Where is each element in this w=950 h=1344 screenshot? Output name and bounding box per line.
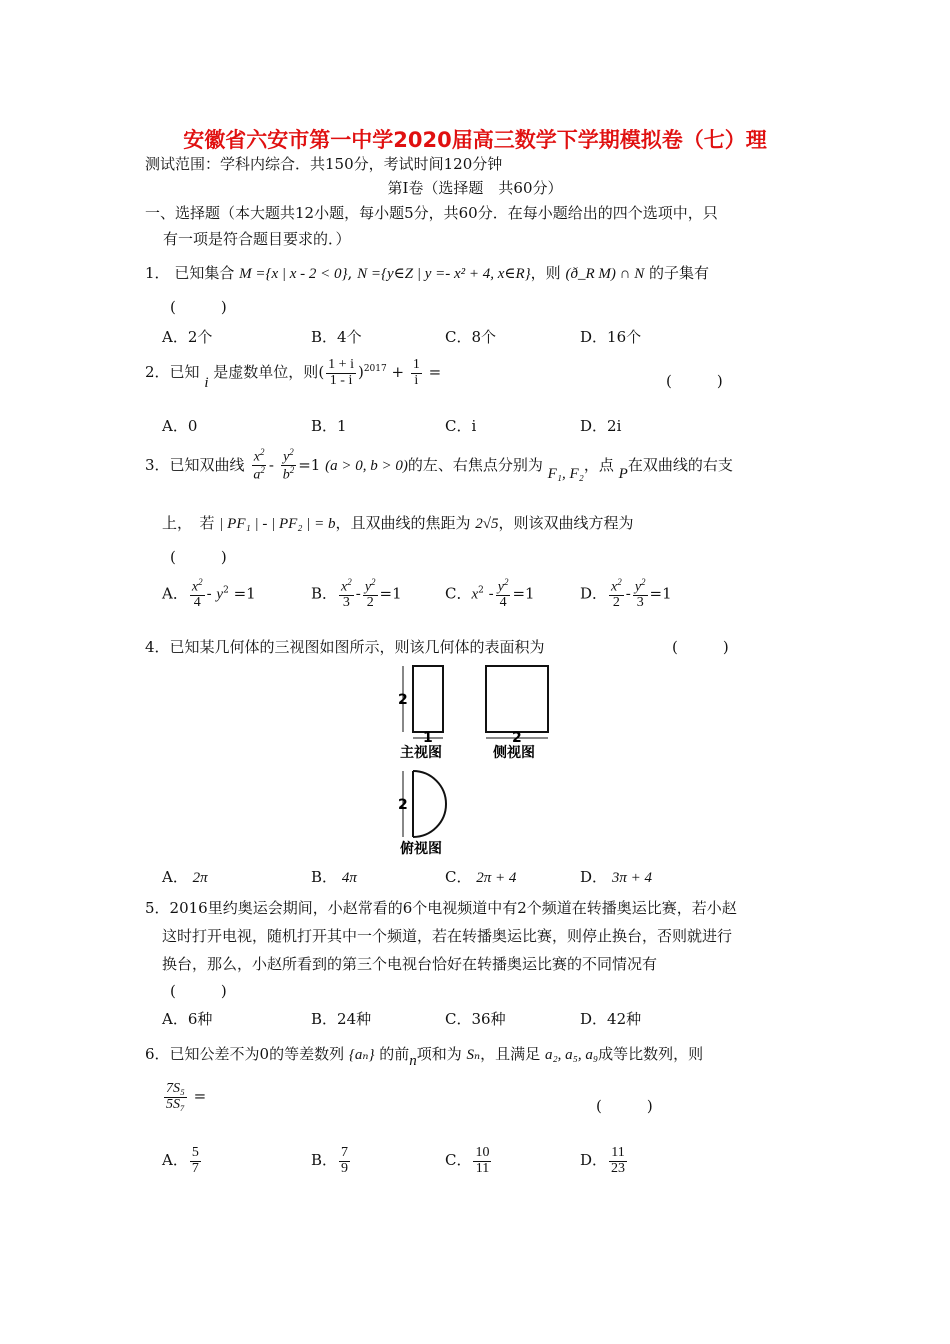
option-d: D． $\frac{x^2}{2}$ - $\frac{y^2}{3}$ =1 bbox=[580, 577, 672, 611]
question-text: 的子集有 bbox=[649, 264, 710, 282]
option-c: C． $\frac{10}{11}$ bbox=[445, 1145, 490, 1176]
option-c: C． 2π + 4 bbox=[445, 868, 517, 886]
question-5 bbox=[145, 897, 737, 918]
front-view-rect bbox=[413, 666, 443, 732]
point-p: P bbox=[618, 465, 628, 482]
side-view-label: 侧视图 bbox=[493, 745, 535, 761]
exponent: 2017 bbox=[363, 364, 387, 375]
set-m: M ={x | x - 2 < 0} bbox=[239, 266, 348, 282]
sequence: {aₙ} bbox=[348, 1047, 375, 1063]
exam-scope: 测试范围：学科内综合．共150分，考试时间120分钟 bbox=[145, 155, 503, 173]
question-4 bbox=[145, 636, 545, 657]
question-6 bbox=[145, 1043, 704, 1069]
section-desc-line1: 一、选择题（本大题共12小题，每小题5分，共60分．在每小题给出的四个选项中，只 bbox=[145, 204, 718, 222]
question-text: ，且满足 bbox=[480, 1045, 541, 1063]
front-width-label: 1 bbox=[423, 730, 433, 746]
question-6-ratio bbox=[162, 1082, 206, 1112]
fraction: $\frac{x^2}{a^2}$ bbox=[253, 447, 265, 483]
question-text: 已知公差不为0的等差数列 bbox=[169, 1045, 345, 1063]
imaginary-unit: i bbox=[204, 375, 209, 392]
option-a: A． 2π bbox=[162, 868, 208, 886]
focal-distance: 2√5 bbox=[475, 516, 499, 532]
question-5-line2: 这时打开电视，随机打开其中一个频道，若在转播奥运比赛，则停止换台，否则就进行 bbox=[162, 927, 733, 945]
side-view-rect bbox=[486, 666, 548, 732]
question-number: 6． bbox=[145, 1045, 170, 1063]
answer-blank: ( ) bbox=[170, 548, 227, 566]
fraction: $\frac{1}{i}$ bbox=[412, 357, 420, 388]
option-b: B． 4π bbox=[311, 868, 357, 886]
top-view-label: 俯视图 bbox=[400, 841, 442, 857]
option-d: D． $\frac{11}{23}$ bbox=[580, 1145, 626, 1176]
operator: + bbox=[391, 363, 405, 382]
option-a: A．2个 bbox=[162, 328, 213, 346]
option-b: B．1 bbox=[311, 417, 347, 435]
question-text: 成等比数列，则 bbox=[598, 1045, 704, 1063]
question-text: 已知集合 bbox=[174, 264, 235, 282]
terms: a₂, a₅, a₉ bbox=[544, 1047, 599, 1063]
option-c: C．$x^2$ - $\frac{y^2}{4}$ =1 bbox=[445, 577, 535, 611]
option-d: D．2i bbox=[580, 417, 622, 435]
math-expression: | PF₁ | - | PF₂ | = b bbox=[219, 516, 336, 532]
answer-blank: ( ) bbox=[170, 298, 227, 316]
fraction: $\frac{1 + i}{1 - i}$ bbox=[328, 357, 354, 388]
option-a: A．6种 bbox=[162, 1010, 213, 1028]
question-number: 2． bbox=[145, 363, 170, 382]
side-width-label: 2 bbox=[512, 730, 522, 746]
answer-blank: ( ) bbox=[672, 638, 729, 656]
option-c: C．36种 bbox=[445, 1010, 506, 1028]
question-1: 1． 已知集合 M ={x | x - 2 < 0}, N ={y∈Z | y =- x² + 4, x∈R}，则 (ð_R M) ∩ N 的子集有 bbox=[145, 264, 710, 282]
question-text: 已知 bbox=[169, 363, 200, 382]
front-view-label: 主视图 bbox=[400, 745, 442, 761]
question-number: 1． bbox=[145, 264, 170, 282]
sum-symbol: Sₙ bbox=[466, 1047, 481, 1063]
question-3-line2 bbox=[162, 512, 634, 533]
question-text: ，点 bbox=[583, 455, 614, 474]
top-height-label: 2 bbox=[398, 797, 408, 813]
section-desc-line2: 有一项是符合题目要求的．） bbox=[163, 230, 351, 248]
option-a: A． $\frac{x^2}{4}$ - $y^2 =1$ bbox=[162, 577, 256, 611]
question-text: ，且双曲线的焦距为 bbox=[335, 514, 471, 532]
fraction: $\frac{\text{7S₅}}{\text{5S₇}}$ bbox=[166, 1081, 185, 1112]
question-text: 已知双曲线 bbox=[169, 455, 245, 474]
option-b: B． $\frac{x^2}{3}$ - $\frac{y^2}{2}$ =1 bbox=[311, 577, 402, 611]
option-d: D． 3π + 4 bbox=[580, 868, 652, 886]
question-number: 4． bbox=[145, 638, 170, 656]
option-a: A．0 bbox=[162, 417, 198, 435]
question-text: 上， 若 bbox=[162, 514, 215, 532]
n-symbol: n bbox=[409, 1053, 417, 1069]
fraction: $\frac{y^2}{b^2}$ bbox=[282, 447, 295, 483]
answer-blank: ( ) bbox=[170, 982, 227, 1000]
top-view-arc bbox=[413, 771, 446, 837]
question-text: 在双曲线的右支 bbox=[627, 455, 733, 474]
question-text: 的左、右焦点分别为 bbox=[407, 455, 543, 474]
question-5-line3: 换台，那么，小赵所看到的第三个电视台恰好在转播奥运比赛的不同情况有 bbox=[162, 955, 658, 973]
front-height-label: 2 bbox=[398, 692, 408, 708]
math-expression: (ð_R M) ∩ N bbox=[565, 266, 645, 282]
question-number: 5． bbox=[145, 899, 170, 917]
option-c: C．8个 bbox=[445, 328, 497, 346]
question-number: 3． bbox=[145, 455, 170, 474]
condition: (a > 0, b > 0) bbox=[325, 457, 408, 474]
option-b: B． $\frac{7}{9}$ bbox=[311, 1145, 349, 1176]
section-title: 第Ⅰ卷（选择题 共60分） bbox=[387, 179, 563, 197]
option-c: C．i bbox=[445, 417, 477, 435]
option-d: D．16个 bbox=[580, 328, 642, 346]
page-title: 安徽省六安市第一中学2020届高三数学下学期模拟卷（七）理 bbox=[183, 128, 767, 152]
answer-blank: ( ) bbox=[596, 1097, 653, 1115]
foci: F₁, F₂ bbox=[547, 465, 584, 482]
question-text: 已知某几何体的三视图如图所示，则该几何体的表面积为 bbox=[169, 638, 545, 656]
three-view-figure bbox=[390, 660, 560, 860]
question-text: 的前 bbox=[379, 1045, 410, 1063]
question-2: 2．已知 i 是虚数单位，则( $\frac{1 + i}{1 - i}$ )$^{2017}$ + $\frac{1}{i}$ = bbox=[145, 357, 442, 392]
option-a: A． $\frac{5}{7}$ bbox=[162, 1145, 199, 1176]
operator: = bbox=[428, 363, 442, 382]
operator: = bbox=[193, 1087, 207, 1106]
question-text: ，则 bbox=[530, 264, 561, 282]
option-d: D．42种 bbox=[580, 1010, 642, 1028]
answer-blank: ( ) bbox=[666, 372, 723, 390]
option-b: B．24种 bbox=[311, 1010, 372, 1028]
question-text: 是虚数单位，则 bbox=[213, 363, 319, 382]
set-n: N ={y∈Z | y =- x² + 4, x∈R} bbox=[357, 266, 531, 282]
question-text: ，则该双曲线方程为 bbox=[498, 514, 634, 532]
question-3: 3．已知双曲线 $\frac{x^2}{a^2}$ - $\frac{y^2}{b^2}$ =1 (a > 0, b > 0)的左、右焦点分别为 F₁, F₂，点 P在双曲线的右支 bbox=[145, 447, 733, 483]
question-text: 2016里约奥运会期间，小赵常看的6个电视频道中有2个频道在转播奥运比赛，若小赵 bbox=[169, 899, 737, 917]
option-b: B．4个 bbox=[311, 328, 362, 346]
question-text: 项和为 bbox=[416, 1045, 462, 1063]
